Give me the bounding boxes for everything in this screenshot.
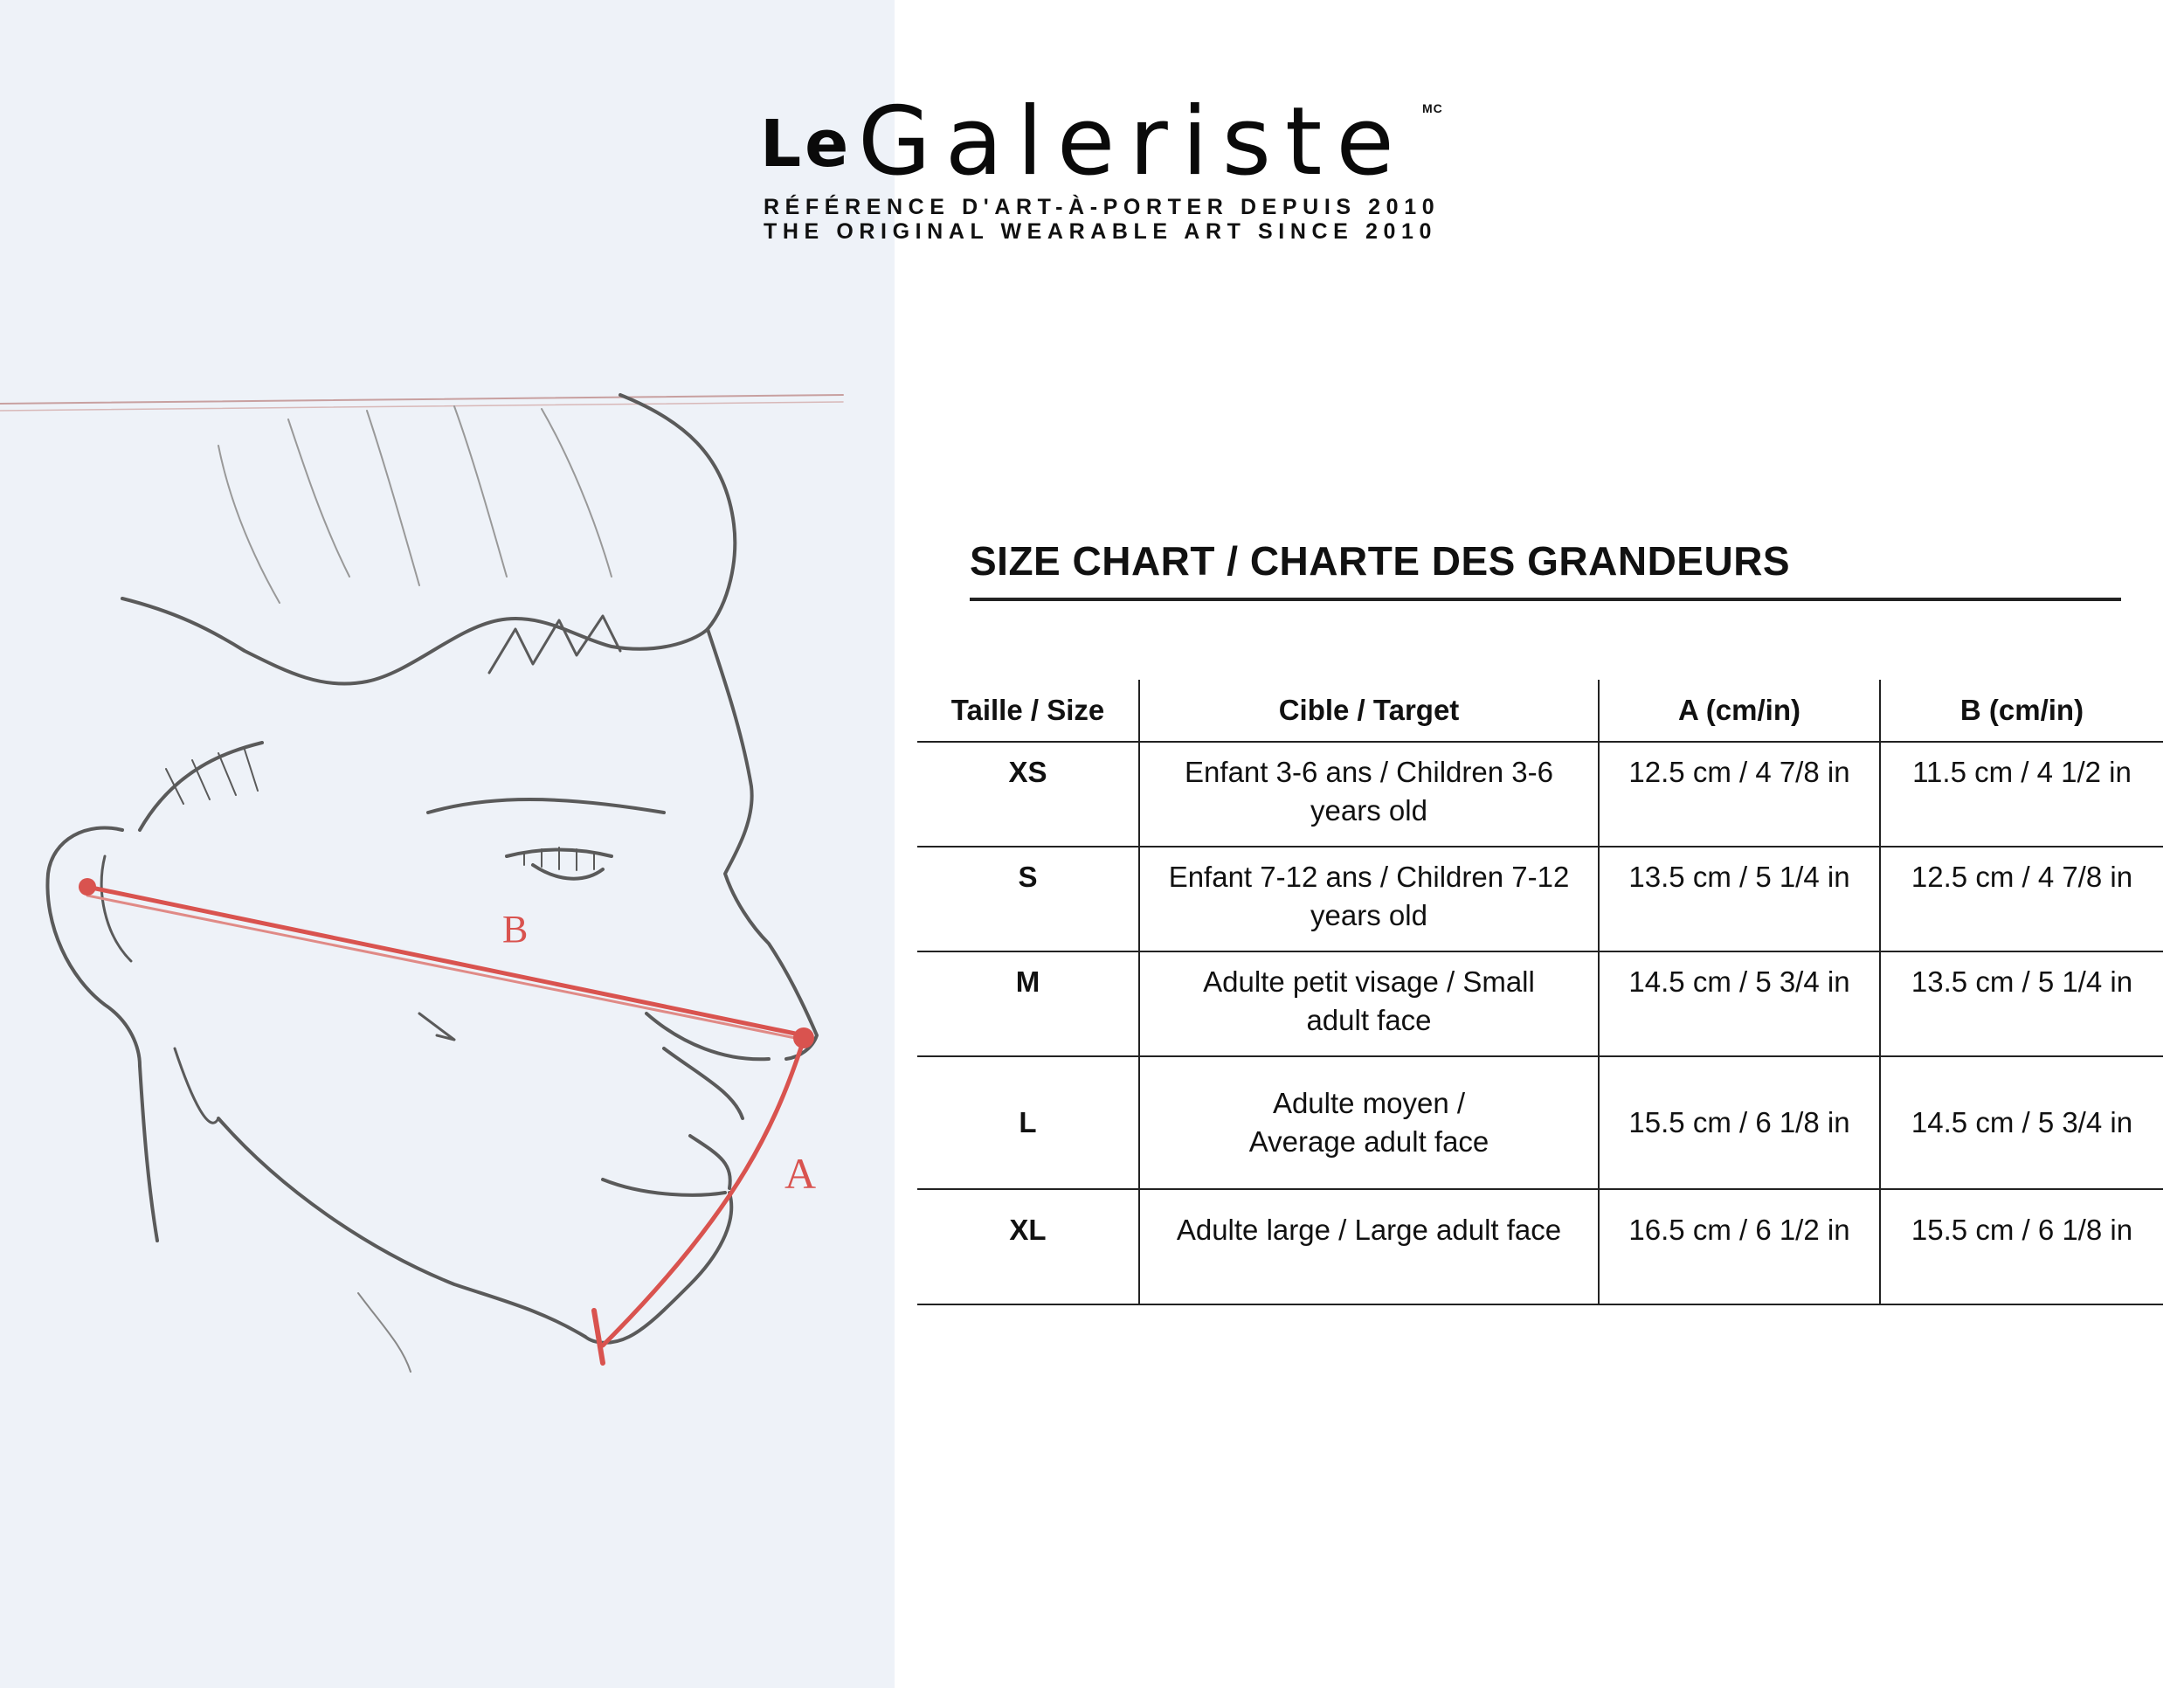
target-line2: adult face <box>1306 1004 1432 1036</box>
measure-line-b <box>87 887 804 1035</box>
b-cell: 15.5 cm / 6 1/8 in <box>1880 1189 2163 1304</box>
a-cell: 15.5 cm / 6 1/8 in <box>1599 1056 1880 1189</box>
face-sketch <box>0 395 843 1372</box>
size-cell: M <box>917 951 1139 1056</box>
target-line1: Enfant 7-12 ans / Children 7-12 <box>1168 861 1570 893</box>
a-cell: 14.5 cm / 5 3/4 in <box>1599 951 1880 1056</box>
tagline-fr: RÉFÉRENCE D'ART-À-PORTER DEPUIS 2010 <box>764 195 1441 219</box>
table-row <box>917 742 2163 847</box>
title-divider <box>970 598 2121 601</box>
logo-trademark: MC <box>1422 101 1443 115</box>
label-b: B <box>502 908 529 951</box>
chart-title: SIZE CHART / CHARTE DES GRANDEURS <box>970 538 1791 584</box>
size-chart-table <box>917 680 2163 1305</box>
header-a: A (cm/in) <box>1599 680 1880 742</box>
target-cell <box>1139 847 1599 951</box>
size-cell: XL <box>917 1189 1139 1304</box>
table-row <box>917 1056 2163 1189</box>
a-cell: 16.5 cm / 6 1/2 in <box>1599 1189 1880 1304</box>
size-cell: S <box>917 847 1139 951</box>
b-cell: 13.5 cm / 5 1/4 in <box>1880 951 2163 1056</box>
target-line1: Adulte moyen / <box>1272 1087 1466 1119</box>
target-line2: Average adult face <box>1248 1125 1489 1158</box>
logo-wordmark <box>760 87 1459 197</box>
b-cell: 14.5 cm / 5 3/4 in <box>1880 1056 2163 1189</box>
target-cell <box>1139 951 1599 1056</box>
logo-main: Galeriste <box>858 87 1408 197</box>
a-cell: 12.5 cm / 4 7/8 in <box>1599 742 1880 847</box>
tagline-en: THE ORIGINAL WEARABLE ART SINCE 2010 <box>764 219 1437 244</box>
face-measurement-illustration <box>0 0 895 1688</box>
table-row <box>917 847 2163 951</box>
header-size: Taille / Size <box>917 680 1139 742</box>
table-row <box>917 1189 2163 1304</box>
logo-le: Le <box>760 107 853 182</box>
target-line1: Enfant 3-6 ans / Children 3-6 <box>1185 756 1553 788</box>
target-cell: Adulte large / Large adult face <box>1139 1189 1599 1304</box>
target-line2: years old <box>1310 794 1427 827</box>
size-cell: XS <box>917 742 1139 847</box>
table-header-row <box>917 680 2163 742</box>
table-row <box>917 951 2163 1056</box>
brand-logo <box>760 87 1459 244</box>
target-cell <box>1139 1056 1599 1189</box>
target-line1: Adulte petit visage / Small <box>1203 965 1535 998</box>
size-cell: L <box>917 1056 1139 1189</box>
label-a: A <box>784 1149 817 1198</box>
measure-line-a <box>603 1040 804 1346</box>
b-cell: 12.5 cm / 4 7/8 in <box>1880 847 2163 951</box>
target-line2: years old <box>1310 899 1427 931</box>
target-cell <box>1139 742 1599 847</box>
header-target: Cible / Target <box>1139 680 1599 742</box>
header-b: B (cm/in) <box>1880 680 2163 742</box>
measurement-lines <box>79 878 817 1363</box>
a-cell: 13.5 cm / 5 1/4 in <box>1599 847 1880 951</box>
b-cell: 11.5 cm / 4 1/2 in <box>1880 742 2163 847</box>
